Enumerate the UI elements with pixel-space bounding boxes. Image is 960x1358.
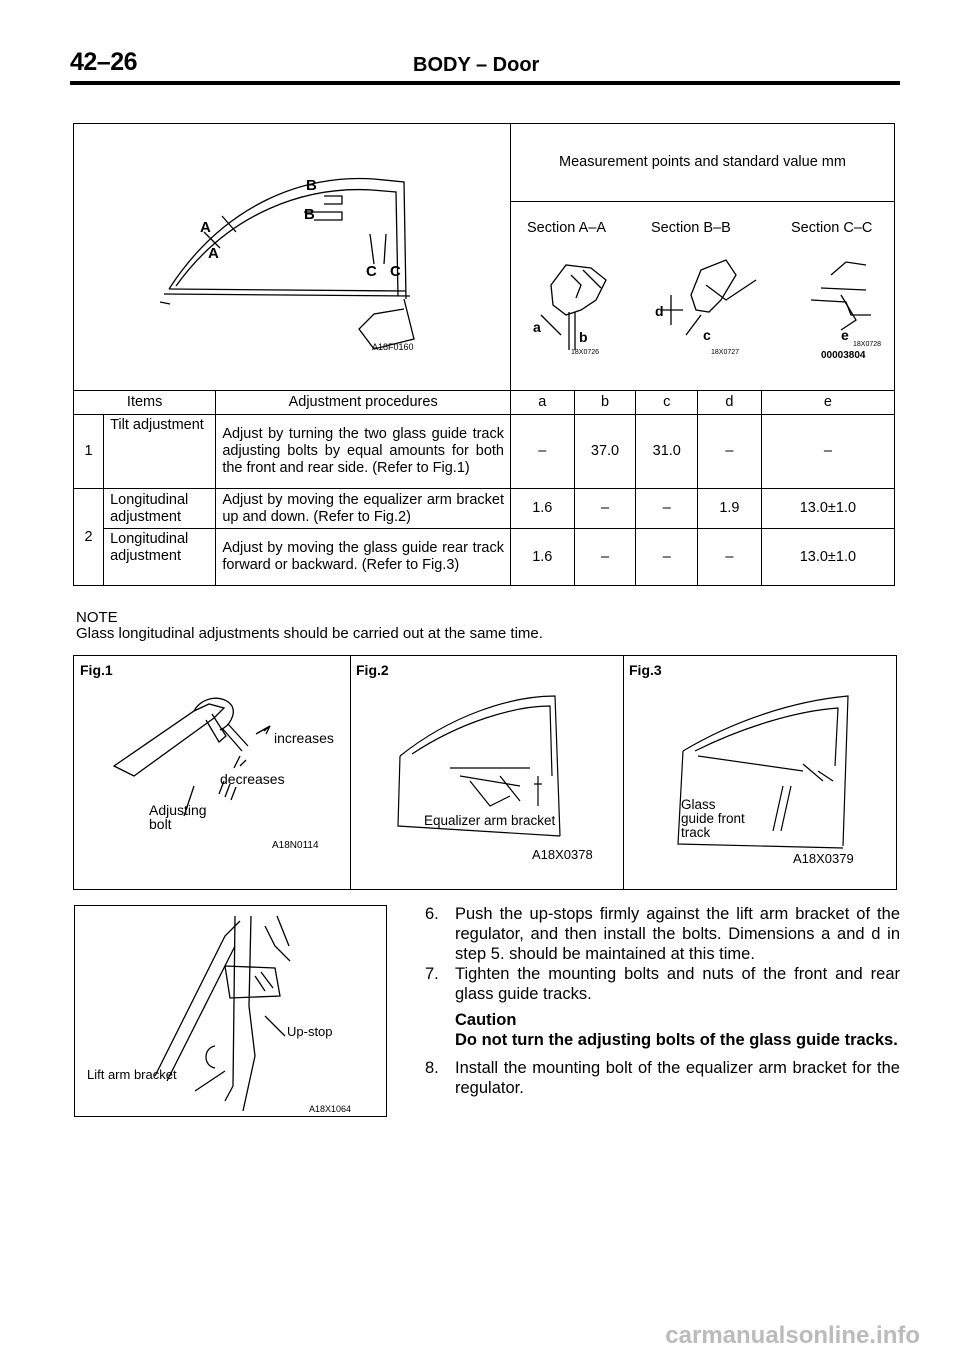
fig2-callout-equalizer: Equalizer arm bracket bbox=[424, 813, 556, 828]
door-sections-diagram bbox=[74, 124, 510, 390]
step-6 bbox=[425, 904, 900, 964]
label-A-lower: A bbox=[208, 245, 219, 262]
step-number: 6. bbox=[425, 905, 439, 923]
adjustment-table bbox=[73, 123, 895, 586]
col-items: Items bbox=[74, 391, 216, 415]
row-item: Tilt adjustment bbox=[104, 415, 216, 489]
label-B-lower: B bbox=[304, 206, 315, 223]
row-a: – bbox=[511, 415, 575, 489]
composite-code: 00003804 bbox=[821, 350, 866, 361]
bottom-code: A18X1064 bbox=[309, 1104, 352, 1114]
row-c: 31.0 bbox=[636, 415, 698, 489]
label-c: c bbox=[703, 327, 711, 343]
label-a: a bbox=[533, 319, 541, 335]
caution-text: Do not turn the adjusting bolts of the glass guide tracks. bbox=[455, 1031, 898, 1049]
fig2-panel bbox=[350, 656, 624, 889]
row-e: 13.0±1.0 bbox=[761, 489, 894, 529]
row-item: Longitudinal adjustment bbox=[104, 489, 216, 529]
fig1-callout-decreases: decreases bbox=[220, 771, 285, 787]
fig3-callout-glass-guide: Glass guide front track bbox=[681, 797, 745, 840]
callout-up-stop: Up-stop bbox=[287, 1024, 333, 1039]
upstop-drawing bbox=[75, 906, 386, 1116]
row-procedure: Adjust by moving the equalizer arm bracket up and down. (Refer to Fig.2) bbox=[216, 489, 511, 529]
row-number: 2 bbox=[74, 489, 104, 586]
door-diagram-code: A18F0160 bbox=[372, 342, 414, 352]
section-diagrams bbox=[511, 240, 897, 390]
fig3-panel bbox=[623, 656, 896, 889]
step-number: 8. bbox=[425, 1059, 439, 1077]
row-d: – bbox=[698, 415, 762, 489]
bottom-figure bbox=[74, 905, 387, 1117]
step-7 bbox=[425, 964, 900, 1004]
col-a: a bbox=[511, 391, 575, 415]
steps-list bbox=[425, 904, 900, 1098]
row-c: – bbox=[636, 529, 698, 586]
section-b-code: 18X0727 bbox=[711, 349, 740, 356]
section-b-title: Section B–B bbox=[651, 220, 731, 236]
label-d: d bbox=[655, 303, 664, 319]
fig1-code: A18N0114 bbox=[272, 840, 319, 851]
measurement-heading: Measurement points and standard value mm bbox=[511, 124, 895, 202]
label-C-right: C bbox=[390, 263, 401, 280]
watermark: carmanualsonline.info bbox=[665, 1322, 920, 1349]
col-procedures: Adjustment procedures bbox=[216, 391, 511, 415]
row-a: 1.6 bbox=[511, 489, 575, 529]
col-e: e bbox=[761, 391, 894, 415]
label-A-upper: A bbox=[200, 219, 211, 236]
row-b: – bbox=[574, 529, 636, 586]
row-b: – bbox=[574, 489, 636, 529]
callout-lift-arm-bracket: Lift arm bracket bbox=[87, 1067, 177, 1082]
sections-cell bbox=[511, 202, 895, 391]
row-procedure: Adjust by moving the glass guide rear track forward or backward. (Refer to Fig.3) bbox=[216, 529, 511, 586]
row-e: – bbox=[761, 415, 894, 489]
fig2-drawing bbox=[350, 656, 623, 889]
table-row bbox=[74, 489, 895, 529]
figures-row bbox=[73, 655, 897, 890]
fig1-label: Fig.1 bbox=[80, 662, 113, 678]
fig1-callout-increases: increases bbox=[274, 730, 334, 746]
note-label: NOTE bbox=[76, 609, 118, 626]
section-a-title: Section A–A bbox=[527, 220, 606, 236]
table-row bbox=[74, 415, 895, 489]
col-b: b bbox=[574, 391, 636, 415]
row-a: 1.6 bbox=[511, 529, 575, 586]
note-text: Glass longitudinal adjustments should be carried out at the same time. bbox=[76, 625, 543, 642]
step-text: Install the mounting bolt of the equalizer arm bracket for the regulator. bbox=[455, 1059, 900, 1097]
page-title: BODY – Door bbox=[413, 54, 540, 76]
col-d: d bbox=[698, 391, 762, 415]
col-c: c bbox=[636, 391, 698, 415]
section-c-title: Section C–C bbox=[791, 220, 873, 236]
label-e: e bbox=[841, 327, 849, 343]
fig2-code: A18X0378 bbox=[532, 847, 593, 862]
label-b: b bbox=[579, 329, 588, 345]
step-text: Push the up-stops firmly against the lift arm bracket of the regulator, and then install the bolts. Dimensions a and d in step 5. should be maintained at this time. bbox=[455, 905, 900, 963]
table-row bbox=[74, 529, 895, 586]
door-diagram-cell bbox=[74, 124, 511, 391]
label-C-left: C bbox=[366, 263, 377, 280]
section-a-code: 18X0726 bbox=[571, 349, 600, 356]
fig1-callout-adjusting-bolt: Adjusting bolt bbox=[149, 802, 207, 832]
caution-title: Caution bbox=[455, 1011, 517, 1029]
step-8 bbox=[425, 1058, 900, 1098]
fig1-drawing bbox=[74, 656, 350, 889]
step-number: 7. bbox=[425, 965, 439, 983]
row-item: Longitudinal adjustment bbox=[104, 529, 216, 586]
header-rule bbox=[70, 81, 900, 85]
row-number: 1 bbox=[74, 415, 104, 489]
fig1-panel bbox=[74, 656, 351, 889]
step-text: Tighten the mounting bolts and nuts of the front and rear glass guide tracks. bbox=[455, 965, 900, 1003]
row-d: – bbox=[698, 529, 762, 586]
row-d: 1.9 bbox=[698, 489, 762, 529]
row-b: 37.0 bbox=[574, 415, 636, 489]
fig3-code: A18X0379 bbox=[793, 851, 854, 866]
label-B-upper: B bbox=[306, 177, 317, 194]
fig3-label: Fig.3 bbox=[629, 662, 662, 678]
fig2-label: Fig.2 bbox=[356, 662, 389, 678]
row-c: – bbox=[636, 489, 698, 529]
section-c-code: 18X0728 bbox=[853, 341, 882, 348]
page-number: 42–26 bbox=[70, 48, 138, 76]
row-procedure: Adjust by turning the two glass guide track adjusting bolts by equal amounts for both the front and rear side. (Refer to Fig.1) bbox=[216, 415, 511, 489]
fig3-drawing bbox=[623, 656, 896, 889]
row-e: 13.0±1.0 bbox=[761, 529, 894, 586]
